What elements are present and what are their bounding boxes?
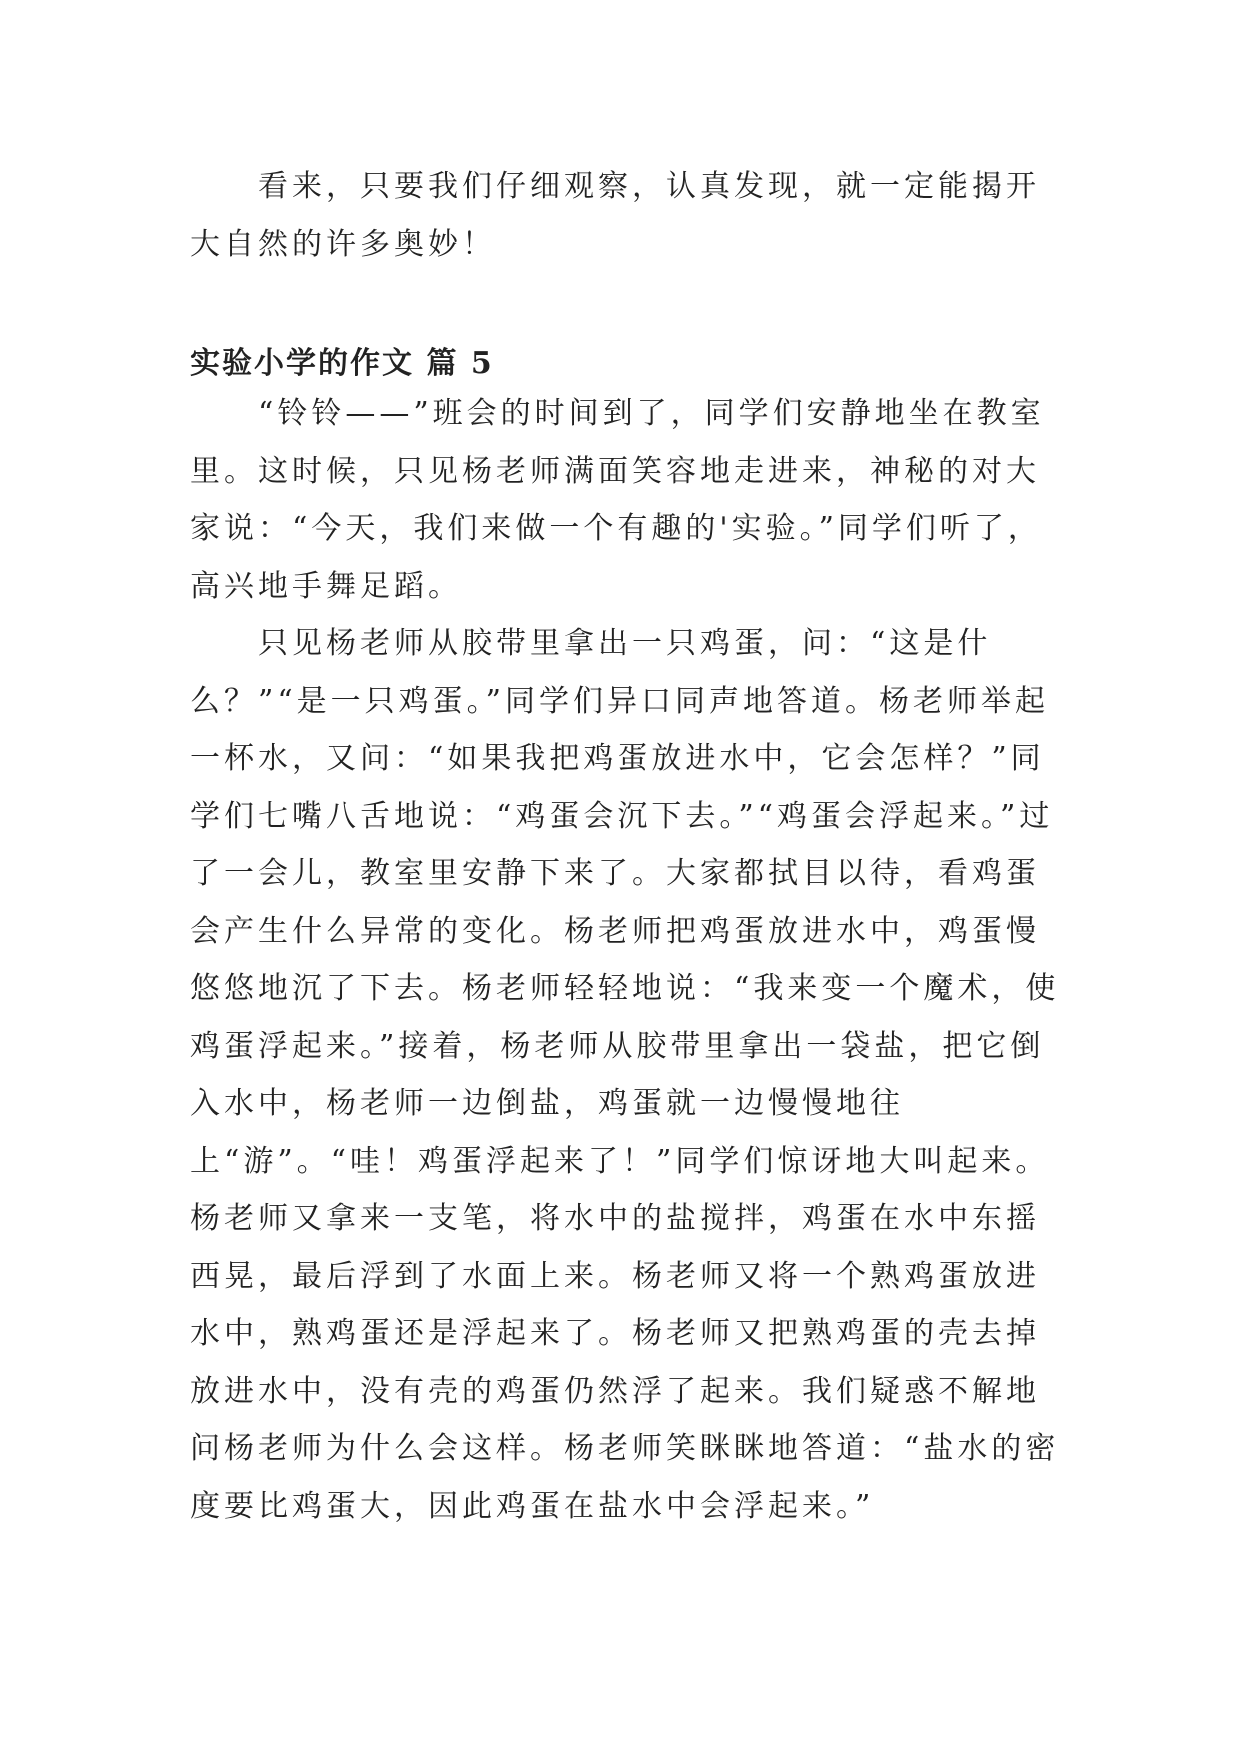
essay-paragraph: 只见杨老师从胶带里拿出一只鸡蛋，问：“这是什么？”“是一只鸡蛋。”同学们异口同声地答道。杨老师举起一杯水，又问：“如果我把鸡蛋放进水中，它会怎样？”同学们七嘴八舌地说：“鸡蛋会沉下去。”“鸡蛋会浮起来。”过了一会儿，教室里安静下来了。大家都拭目以待，看鸡蛋会产生什么异常的变化。杨老师把鸡蛋放进水中，鸡蛋慢悠悠地沉了下去。杨老师轻轻地说：“我来变一个魔术，使鸡蛋浮起来。”接着，杨老师从胶带里拿出一袋盐，把它倒入水中，杨老师一边倒盐，鸡蛋就一边慢慢地往上“游”。“哇！鸡蛋浮起来了！”同学们惊讶地大叫起来。杨老师又拿来一支笔，将水中的盐搅拌，鸡蛋在水中东摇西晃，最后浮到了水面上来。杨老师又将一个熟鸡蛋放进水中，熟鸡蛋还是浮起来了。杨老师又把熟鸡蛋的壳去掉放进水中，没有壳的鸡蛋仍然浮了起来。我们疑惑不解地问杨老师为什么会这样。杨老师笑眯眯地答道：“盐水的密度要比鸡蛋大，因此鸡蛋在盐水中会浮起来。” — [190, 626, 1060, 1524]
section-heading: 实验小学的作文 篇 5 — [190, 346, 494, 381]
essay-paragraph: “铃铃——”班会的时间到了，同学们安静地坐在教室里。这时候，只见杨老师满面笑容地走进来，神秘的对大家说：“今天，我们来做一个有趣的'实验。”同学们听了，高兴地手舞足蹈。 — [190, 396, 1045, 604]
intro-paragraph: 看来，只要我们仔细观察，认真发现，就一定能揭开大自然的许多奥妙！ — [190, 169, 1040, 262]
essay-body — [190, 385, 1060, 1535]
